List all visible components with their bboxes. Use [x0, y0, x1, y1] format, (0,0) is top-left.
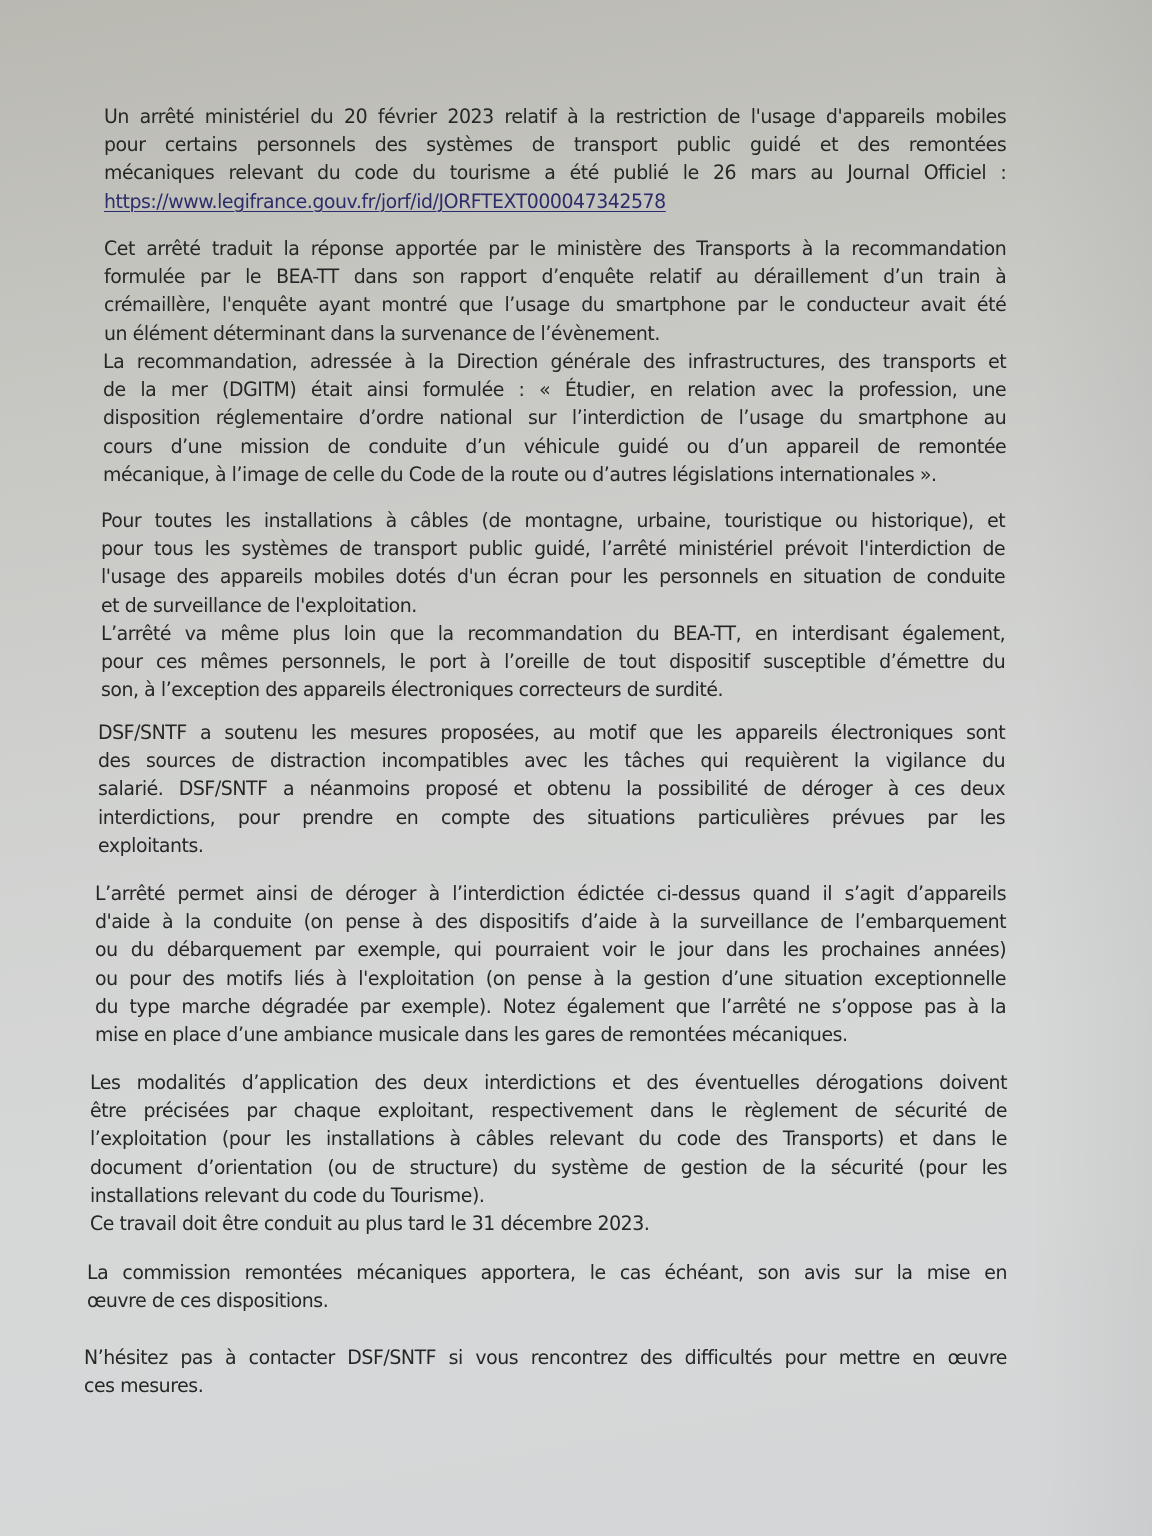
text-line: L’arrêté permet ainsi de déroger à l’interdiction édictée ci-dessus quand il s’agit d’appareils: [95, 882, 1007, 905]
text-line: d'aide à la conduite (on pense à des dispositifs d’aide à la surveillance de l’embarquement: [95, 910, 1007, 934]
paragraph-bea-tt-response: [104, 235, 1006, 348]
text-line: mécanique, à l’image de celle du Code de la route ou d’autres législations internationales ».: [103, 462, 937, 486]
text-line: de la mer (DGITM) était ainsi formulée : « Étudier, en relation avec la profession, une: [103, 378, 1007, 402]
text-line: installations relevant du code du Tourisme).: [90, 1183, 485, 1207]
paragraph-derogations: [95, 880, 1006, 1049]
text-line: DSF/SNTF a soutenu les mesures proposées, au motif que les appareils électroniques sont: [98, 721, 1006, 744]
text-line: ces mesures.: [84, 1374, 204, 1398]
text-line: Cet arrêté traduit la réponse apportée par le ministère des Transports à la recommandation: [104, 237, 1007, 260]
text-line: formulée par le BEA-TT dans son rapport d’enquête relatif au déraillement d’un train à: [104, 265, 1007, 289]
text-line: Les modalités d’application des deux interdictions et des éventuelles dérogations doivent: [90, 1071, 1008, 1094]
text-line: cours d’une mission de conduite d’un véhicule guidé ou d’un appareil de remontée: [103, 434, 1007, 458]
legifrance-link[interactable]: https://www.legifrance.gouv.fr/jorf/id/JORFTEXT000047342578: [104, 189, 666, 213]
text-line: du type marche dégradée par exemple). Notez également que l’arrêté ne s’oppose pas à la: [95, 994, 1007, 1018]
text-line: des sources de distraction incompatibles avec les tâches qui requièrent la vigilance du: [98, 749, 1006, 773]
text-line: un élément déterminant dans la survenance de l’évènement.: [104, 321, 660, 345]
text-line: crémaillère, l'enquête ayant montré que l’usage du smartphone par le conducteur avait été: [104, 293, 1007, 317]
paragraph-commission: [87, 1259, 1007, 1315]
text-line: être précisées par chaque exploitant, respectivement dans le règlement de sécurité de: [90, 1099, 1008, 1123]
text-line: l'usage des appareils mobiles dotés d'un écran pour les personnels en situation de conduite: [101, 565, 1006, 589]
text-line: œuvre de ces dispositions.: [87, 1289, 329, 1313]
text-line: ou pour des motifs liés à l'exploitation (on pense à la gestion d’une situation exceptionnelle: [95, 966, 1007, 990]
text-line: pour tous les systèmes de transport public guidé, l’arrêté ministériel prévoit l'interdiction de: [101, 537, 1006, 561]
text-line: son, à l’exception des appareils électroniques correcteurs de surdité.: [101, 678, 724, 702]
text-line: salarié. DSF/SNTF a néanmoins proposé et obtenu la possibilité de déroger à ces deux: [98, 777, 1006, 801]
text-line: l’exploitation (pour les installations à câbles relevant du code des Transports) et dans le: [90, 1127, 1008, 1151]
text-line: Pour toutes les installations à câbles (de montagne, urbaine, touristique ou historique), et: [101, 509, 1006, 532]
text-line: Un arrêté ministériel du 20 février 2023 relatif à la restriction de l'usage d'appareils mobiles: [104, 105, 1007, 128]
text-line: exploitants.: [98, 833, 204, 857]
text-line: pour certains personnels des systèmes de transport public guidé et des remontées: [104, 133, 1007, 157]
paragraph-arrete-publication: [104, 103, 1006, 216]
text-line: pour ces mêmes personnels, le port à l’oreille de tout dispositif susceptible d’émettre du: [101, 650, 1006, 674]
text-line: document d’orientation (ou de structure) du système de gestion de la sécurité (pour les: [90, 1155, 1008, 1179]
deadline-line: Ce travail doit être conduit au plus tard le 31 décembre 2023.: [90, 1212, 650, 1236]
text-line: disposition réglementaire d’ordre national sur l’interdiction de l’usage du smartphone au: [103, 406, 1007, 430]
text-line: interdictions, pour prendre en compte des situations particulières prévues par les: [98, 805, 1006, 829]
text-line: La commission remontées mécaniques apportera, le cas échéant, son avis sur la mise en: [87, 1261, 1007, 1284]
text-line: L’arrêté va même plus loin que la recommandation du BEA-TT, en interdisant également,: [101, 621, 1006, 645]
text-line: N’hésitez pas à contacter DSF/SNTF si vous rencontrez des difficultés pour mettre en œuvre: [84, 1346, 1007, 1369]
text-line: mécaniques relevant du code du tourisme a été publié le 26 mars au Journal Officiel :: [104, 161, 1007, 185]
paragraph-interdiction-scope: [101, 507, 1005, 704]
text-line: mise en place d’une ambiance musicale dans les gares de remontées mécaniques.: [95, 1023, 848, 1047]
paragraph-recommendation-quote: [103, 348, 1006, 489]
text-line: et de surveillance de l'exploitation.: [101, 593, 417, 617]
text-line: ou du débarquement par exemple, qui pourraient voir le jour dans les prochaines années): [95, 938, 1007, 962]
paragraph-modalites: [90, 1069, 1007, 1238]
text-line: La recommandation, adressée à la Direction générale des infrastructures, des transports et: [103, 350, 1007, 373]
paragraph-dsf-sntf-support: [98, 719, 1005, 860]
paragraph-contact: [84, 1344, 1007, 1400]
